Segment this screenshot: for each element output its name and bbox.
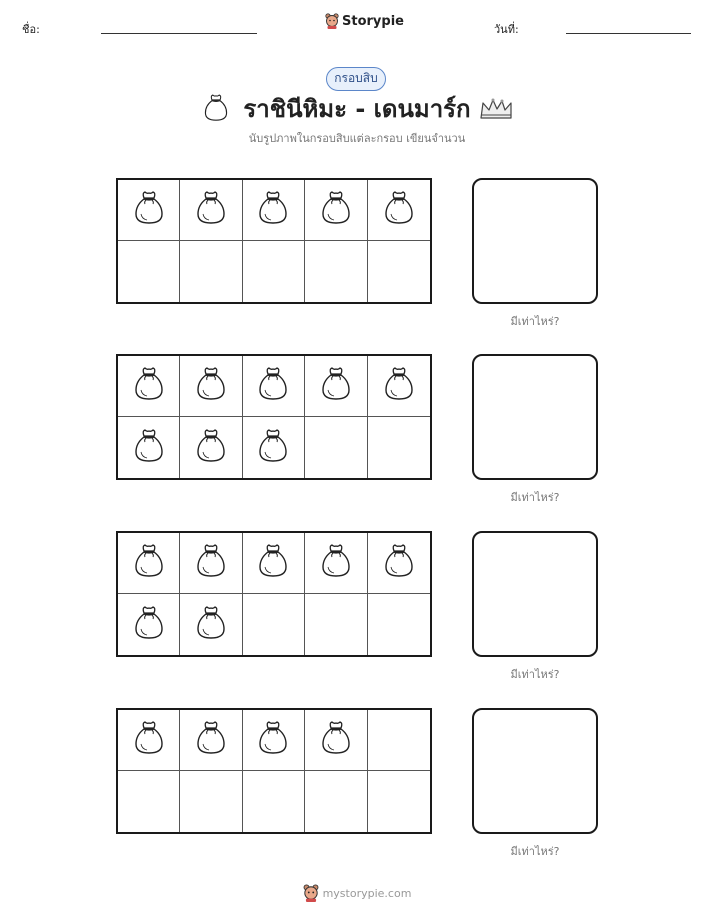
title-row [0, 92, 714, 126]
ten-frame-cell [368, 533, 430, 594]
bear-logo-icon [325, 13, 339, 29]
ten-frame-cell [368, 771, 430, 832]
money-bag-icon [133, 605, 165, 645]
ten-frame [116, 531, 432, 657]
ten-frame-cell [118, 594, 180, 655]
ten-frame-cell [368, 241, 430, 302]
ten-frame [116, 178, 432, 304]
answer-box[interactable] [472, 178, 598, 304]
footer-url: mystorypie.com [322, 886, 412, 900]
ten-frame-cell [305, 594, 367, 655]
worksheet-tag: กรอบสิบ [326, 67, 386, 91]
ten-frame [116, 708, 432, 834]
money-bag-icon [383, 190, 415, 230]
ten-frame-cell [243, 417, 305, 478]
name-label: ชื่อ: [22, 23, 40, 36]
ten-frame-cell [180, 771, 242, 832]
ten-frame-cell [118, 417, 180, 478]
ten-frame-cell [368, 180, 430, 241]
ten-frame-cell [118, 356, 180, 417]
money-bag-icon [133, 543, 165, 583]
ten-frame-cell [118, 241, 180, 302]
money-bag-icon [383, 366, 415, 406]
crown-icon [478, 96, 514, 122]
brand-logo [325, 13, 404, 29]
ten-frame-cell [180, 710, 242, 771]
money-bag-icon [195, 720, 227, 760]
ten-frame-cell [118, 533, 180, 594]
answer-box[interactable] [472, 708, 598, 834]
money-bag-icon [320, 190, 352, 230]
ten-frame-cell [243, 771, 305, 832]
answer-box[interactable] [472, 531, 598, 657]
money-bag-icon [195, 428, 227, 468]
instructions: นับรูปภาพในกรอบสิบแต่ละกรอบ เขียนจำนวน [248, 132, 466, 145]
how-many-question: มีเท่าไหร่? [510, 668, 560, 681]
ten-frame-cell [243, 180, 305, 241]
bear-logo-icon [303, 884, 319, 902]
ten-frame-cell [368, 710, 430, 771]
brand-name: Storypie [342, 13, 404, 29]
money-bag-icon [320, 366, 352, 406]
money-bag-icon [257, 720, 289, 760]
ten-frame-cell [243, 356, 305, 417]
ten-frame-cell [368, 594, 430, 655]
ten-frame-cell [180, 417, 242, 478]
ten-frame-cell [305, 356, 367, 417]
date-line[interactable] [566, 33, 691, 34]
money-bag-icon [257, 428, 289, 468]
ten-frame-cell [180, 180, 242, 241]
footer [0, 884, 714, 902]
page-title: ราชินีหิมะ - เดนมาร์ก [243, 95, 471, 123]
date-label: วันที่: [494, 23, 519, 36]
money-bag-icon [320, 543, 352, 583]
ten-frame-cell [180, 356, 242, 417]
ten-frame-cell [305, 241, 367, 302]
money-bag-icon [195, 543, 227, 583]
money-bag-icon [195, 605, 227, 645]
ten-frame-cell [243, 594, 305, 655]
answer-box[interactable] [472, 354, 598, 480]
money-bag-icon [195, 190, 227, 230]
money-bag-icon [257, 366, 289, 406]
money-bag-icon [195, 366, 227, 406]
money-bag-icon [133, 428, 165, 468]
ten-frame-cell [305, 771, 367, 832]
name-line[interactable] [101, 33, 257, 34]
how-many-question: มีเท่าไหร่? [510, 491, 560, 504]
ten-frame-cell [118, 771, 180, 832]
money-bag-icon [133, 190, 165, 230]
ten-frame-cell [180, 533, 242, 594]
ten-frame-cell [243, 710, 305, 771]
money-bag-icon [203, 93, 229, 123]
money-bag-icon [320, 720, 352, 760]
money-bag-icon [383, 543, 415, 583]
ten-frame-cell [243, 533, 305, 594]
how-many-question: มีเท่าไหร่? [510, 315, 560, 328]
money-bag-icon [257, 190, 289, 230]
ten-frame-cell [243, 241, 305, 302]
ten-frame-cell [118, 180, 180, 241]
ten-frame-cell [305, 180, 367, 241]
money-bag-icon [257, 543, 289, 583]
ten-frame-cell [305, 417, 367, 478]
ten-frame [116, 354, 432, 480]
ten-frame-cell [368, 417, 430, 478]
how-many-question: มีเท่าไหร่? [510, 845, 560, 858]
ten-frame-cell [305, 710, 367, 771]
money-bag-icon [133, 366, 165, 406]
ten-frame-cell [305, 533, 367, 594]
ten-frame-cell [118, 710, 180, 771]
ten-frame-cell [180, 594, 242, 655]
ten-frame-cell [180, 241, 242, 302]
money-bag-icon [133, 720, 165, 760]
ten-frame-cell [368, 356, 430, 417]
